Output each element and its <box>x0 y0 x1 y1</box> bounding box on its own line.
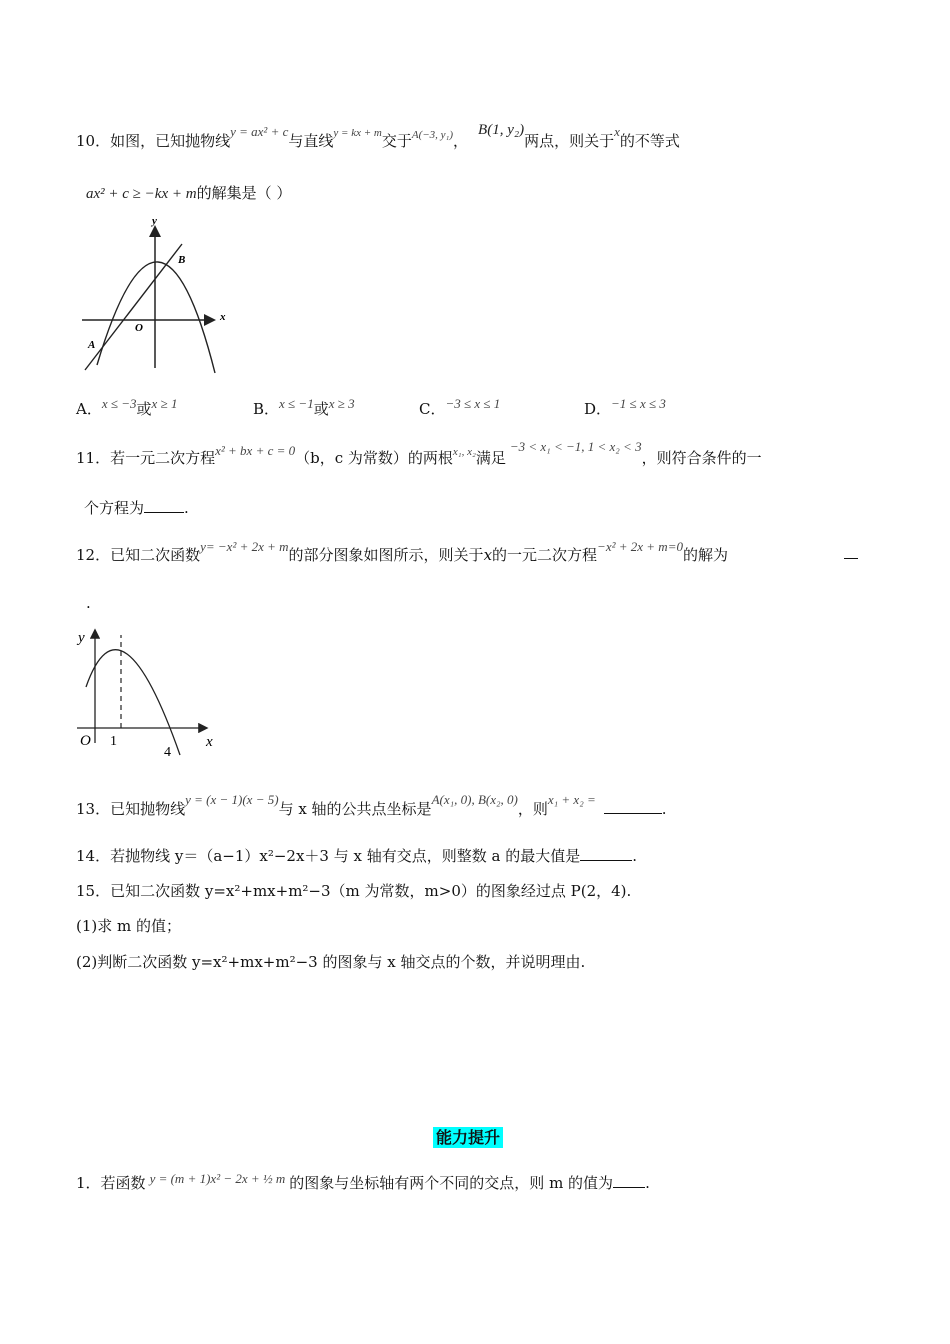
roots-label: x₁, x₂ <box>452 446 476 458</box>
point-a-label: A <box>88 339 96 351</box>
q12-dot: . <box>86 594 91 612</box>
q13-answer-blank[interactable] <box>604 799 662 814</box>
tick-4-label: 4 <box>164 745 171 760</box>
q10-number: 10． <box>76 132 111 150</box>
q11-line1: 11．若一元二次方程x² + bx + c = 0（b，c 为常数）的两根$^{x_1, x_2}$满足−3 < x₁ < −1, 1 < x₂ < 3，则符合条件的一 <box>76 439 762 467</box>
q10-graph <box>70 210 245 380</box>
option-c[interactable]: C．−3 ≤ x ≤ 1 <box>419 396 501 418</box>
q15-line1: 15．已知二次函数 y=x²+mx+m²−3（m 为常数，m>0）的图象经过点 P(2，4). <box>76 882 632 900</box>
parabola-curve <box>86 650 180 755</box>
formula-function: y= −x² + 2x + m <box>200 539 289 554</box>
q14-line: 14．若抛物线 y＝（a−1）x²−2x＋3 与 x 轴有交点，则整数 a 的最大值是 . <box>76 847 637 865</box>
origin-label: O <box>135 322 143 334</box>
q13-number: 13． <box>76 800 111 818</box>
formula-parabola: y = ax² + c <box>230 124 289 139</box>
section-title: 能力提升 <box>433 1125 503 1148</box>
q15-part1: (1)求 m 的值； <box>76 917 182 935</box>
p1-number: 1． <box>76 1174 101 1192</box>
y-label: y <box>78 630 85 646</box>
q13-line: 13．已知抛物线y = (x − 1)(x − 5)与 x 轴的公共点坐标是A(x₁, 0), B(x₂, 0)，则x₁ + x₂ =. <box>76 792 667 818</box>
q12-graph <box>72 625 222 760</box>
formula-parabola: y = (x − 1)(x − 5) <box>185 792 279 807</box>
q11-line2: 个方程为 . <box>84 499 189 517</box>
q12-line1: 12．已知二次函数y= −x² + 2x + m的部分图象如图所示，则关于x的一元二次方程−x² + 2x + m=0的解为 <box>76 544 876 565</box>
formula-line: y = kx + m <box>333 127 382 139</box>
p1-answer-blank[interactable] <box>613 1173 645 1188</box>
p1-line: 1．若函数 y = (m + 1)x² − 2x + ½ m 的图象与坐标轴有两个不同的交点，则 m 的值为 . <box>76 1171 650 1192</box>
y-label: y <box>152 215 157 227</box>
q12-number: 12． <box>76 546 111 564</box>
q12-answer-blank[interactable] <box>844 544 858 559</box>
q14-answer-blank[interactable] <box>580 846 632 861</box>
sum-expression: x₁ + x₂ = <box>547 792 596 807</box>
point-b-label: B <box>178 254 186 266</box>
tick-1-label: 1 <box>110 734 117 749</box>
origin-label: O <box>80 733 91 749</box>
option-b[interactable]: B．x ≤ −1或x ≥ 3 <box>253 396 355 418</box>
q15-part2: (2)判断二次函数 y=x²+mx+m²−3 的图象与 x 轴交点的个数，并说明理由. <box>76 953 586 971</box>
q10-line2: ax² + c ≥ −kx + m的解集是（ ） <box>86 184 292 202</box>
intersection-points: A(x₁, 0), B(x₂, 0) <box>431 792 518 807</box>
formula-function: y = (m + 1)x² − 2x + ½ m <box>149 1171 286 1186</box>
q11-number: 11． <box>76 449 111 467</box>
point-a: A(−3, y₁) <box>411 129 454 141</box>
option-d[interactable]: D．−1 ≤ x ≤ 3 <box>584 396 666 418</box>
x-label: x <box>206 734 213 750</box>
point-b: B(1, y₂) <box>478 122 525 138</box>
formula-equation: −x² + 2x + m=0 <box>597 539 683 554</box>
straight-line <box>85 244 182 370</box>
var-x: x <box>614 124 620 139</box>
x-label: x <box>220 311 226 323</box>
q11-answer-blank[interactable] <box>144 498 184 513</box>
formula-quadratic: x² + bx + c = 0 <box>215 443 296 458</box>
q10-line1: 10．如图，已知抛物线y = ax² + c与直线$^{y = kx + m}$交于$^{A(-3, y_1)}$，B(1, y₂)两点，则关于x的不等式 <box>76 122 680 150</box>
option-a[interactable]: A．x ≤ −3或x ≥ 1 <box>76 396 178 418</box>
formula-inequality: ax² + c ≥ −kx + m <box>86 186 197 202</box>
root-condition: −3 < x₁ < −1, 1 < x₂ < 3 <box>509 439 642 454</box>
